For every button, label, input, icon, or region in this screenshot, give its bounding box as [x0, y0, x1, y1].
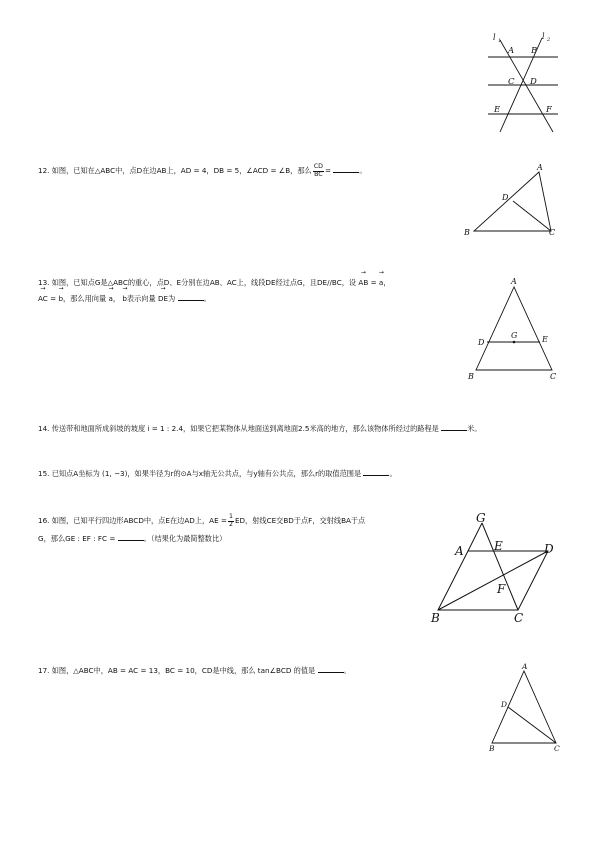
- label-B: B: [489, 744, 495, 753]
- label-A: A: [511, 277, 517, 286]
- vector-b: → b: [58, 292, 63, 305]
- answer-blank-15[interactable]: [363, 467, 389, 476]
- answer-blank-14[interactable]: [441, 422, 467, 431]
- question-14: 14. 传送带和地面所成斜坡的坡度 i = 1 : 2.4，如果它把某物体从地面送到离地面2.5米高的地方，那么该物体所经过的路程是 米。: [38, 424, 482, 433]
- label-D: D: [501, 700, 508, 709]
- figure-q17: [486, 660, 566, 755]
- label-F: F: [546, 105, 552, 115]
- label-C: C: [554, 744, 560, 753]
- label-F: F: [497, 582, 506, 596]
- label-E: E: [494, 539, 503, 553]
- label-B: B: [468, 372, 474, 381]
- label-B: B: [531, 46, 538, 56]
- answer-blank-17[interactable]: [318, 664, 344, 673]
- label-G: G: [476, 511, 486, 525]
- label-C: C: [549, 228, 556, 237]
- label-C: C: [550, 372, 557, 381]
- question-16-line-2: G，那么GE : EF : FC = 。（结果化为最简整数比）: [38, 534, 227, 543]
- label-l2-sub: 2: [547, 37, 551, 43]
- figure-q12: [462, 160, 562, 240]
- question-13-line-2: → AC = → b，那么用向量 → a， → b表示向量 → DE为 。: [38, 292, 211, 305]
- label-E: E: [542, 335, 548, 344]
- figure-q16: [428, 510, 568, 635]
- answer-blank-16[interactable]: [118, 532, 144, 541]
- question-16-line-1: 16. 如图，已知平行四边形ABCD中，点E在边AD上，AE = $\frac{1}{2}$ ED，射线CE交BD于点F，交射线BA于点: [38, 513, 366, 528]
- vector-a: → a: [379, 276, 383, 289]
- label-D: D: [502, 193, 509, 202]
- question-15: 15. 已知点A坐标为 (1, −3)，如果半径为r的⊙A与x轴无公共点，与y轴有公共点，那么r的取值范围是 。: [38, 469, 397, 478]
- answer-blank-13[interactable]: [178, 292, 204, 301]
- question-17: 17. 如图，△ABC中，AB = AC = 13，BC = 10，CD是中线，那么 tan∠BCD 的值是 。: [38, 666, 351, 675]
- label-A: A: [537, 163, 543, 172]
- label-G: G: [511, 331, 518, 340]
- question-13-line-1: 13. 如图，已知点G是△ABC的重心，点D、E分别在边AB、AC上，线段DE经过点G，且DE//BC，设 → AB = → a，: [38, 276, 391, 289]
- label-C: C: [508, 77, 515, 87]
- label-l1: l: [493, 33, 496, 42]
- label-A: A: [522, 662, 528, 671]
- label-B: B: [431, 611, 440, 625]
- figure-q13: [466, 272, 566, 382]
- label-A: A: [508, 46, 515, 56]
- vector-ab: → AB: [358, 276, 368, 289]
- figure-q11: [486, 28, 566, 138]
- question-12: 12. 如图，已知在△ABC中，点D在边AB上，AD = 4，DB = 5，∠ACD = ∠B，那么 $\frac{CD}{BC}$ = 。: [38, 163, 367, 178]
- fraction-one-half: $\frac{1}{2}$: [228, 513, 233, 528]
- label-D: D: [544, 542, 554, 556]
- label-B: B: [464, 228, 470, 237]
- label-l2: l: [542, 32, 545, 41]
- vector-ac: → AC: [38, 292, 48, 305]
- label-E: E: [494, 105, 501, 115]
- label-l1-sub: 1: [498, 38, 502, 44]
- label-D: D: [530, 77, 537, 87]
- label-C: C: [514, 611, 524, 625]
- label-D: D: [478, 338, 485, 347]
- label-A: A: [455, 544, 464, 558]
- answer-blank-12[interactable]: [333, 164, 359, 173]
- question-12-text: 12. 如图，已知在△ABC中，点D在边AB上，AD = 4，DB = 5，∠ACD = ∠B，那么: [38, 166, 312, 175]
- fraction-cd-bc: $\frac{CD}{BC}$: [313, 163, 323, 178]
- vector-de: → DE: [158, 292, 168, 305]
